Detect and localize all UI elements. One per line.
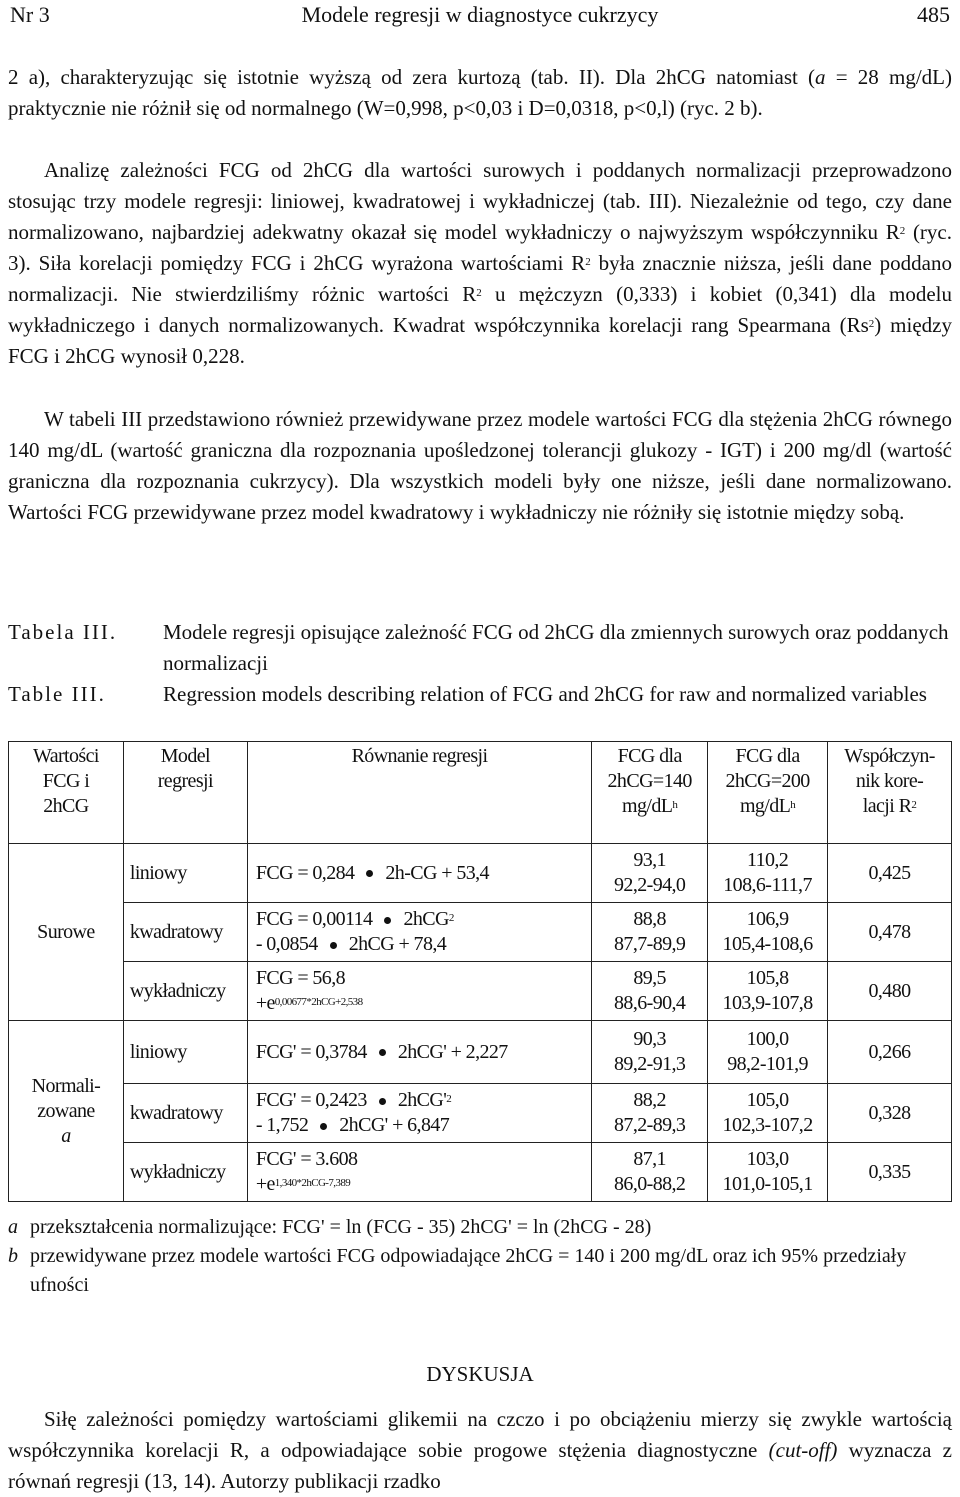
running-title: Modele regresji w diagnostyce cukrzycy	[301, 2, 659, 27]
eq-part: +e	[255, 992, 275, 1014]
p4-italic: (cut-off)	[768, 1438, 838, 1462]
header-line: 2hCG=200	[725, 770, 810, 792]
header-line: regresji	[157, 770, 213, 792]
header-line: 2hCG	[43, 795, 89, 817]
multiply-dot-icon	[379, 1049, 386, 1056]
multiply-dot-icon	[320, 1123, 327, 1130]
header-line	[710, 794, 825, 819]
exponent: 0,00677*2hCG+2,538	[274, 996, 363, 1008]
header-model	[123, 742, 247, 844]
paragraph-3: W tabeli III przedstawiono również przewidywane przez modele wartości FCG dla stężenia 2hCG równego 140 mg/dL (wartość graniczna dla rozpoznania upośledzonej tolerancji glukozy - IGT) i 200 mg/dl (wartość graniczna dla rozpoznania cukrzycy). Dla wszystkich modeli były one niższe, jeśli dane normalizowano. Wartości FCG przewidywane przez model kwadratowy i wykładniczy nie różniły się istotnie między sobą.	[8, 407, 952, 524]
value: 110,2	[746, 849, 789, 871]
eq-part: FCG = 0,284	[255, 861, 355, 884]
eq-part: 2hCG' + 2,227	[397, 1040, 508, 1063]
p2-text-5: ) między FCG i 2hCG wynosił 0,228.	[8, 313, 952, 368]
eq-part: 2hCG'	[397, 1089, 447, 1111]
header-r: lacji R	[862, 795, 912, 817]
ci: 102,3-107,2	[722, 1114, 813, 1136]
footnote-mark: h	[790, 799, 796, 811]
header-line: Model	[160, 745, 210, 767]
header-line: FCG i	[42, 770, 90, 792]
r2-cell: 0,480	[828, 962, 952, 1021]
equation-cell	[247, 844, 591, 903]
model-cell: wykładniczy	[123, 962, 247, 1021]
eq-part: 2h-CG + 53,4	[385, 861, 489, 884]
eq-part: +e	[255, 1173, 275, 1195]
ci: 87,7-89,9	[614, 933, 686, 955]
table-caption-en	[8, 679, 952, 741]
value: 89,5	[633, 967, 666, 989]
equation-cell	[247, 1143, 591, 1202]
fcg140-cell	[592, 962, 708, 1021]
group-label: Surowe	[37, 920, 95, 943]
sup-2: 2	[446, 1093, 452, 1105]
p2-text-3: była znacznie niższa, jeśli dane poddano normalizacji. Nie stwierdziliśmy różnic wartości R	[8, 251, 952, 306]
header-line: FCG dla	[617, 745, 682, 767]
multiply-dot-icon	[379, 1098, 386, 1105]
table-row	[9, 844, 952, 903]
table-row	[9, 903, 952, 962]
issue-number: Nr 3	[10, 2, 50, 27]
ci: 108,6-111,7	[723, 874, 812, 896]
model-cell: kwadratowy	[123, 1084, 247, 1143]
fcg200-cell	[708, 903, 828, 962]
p1-italic: a	[815, 65, 826, 89]
note-b	[8, 1242, 952, 1300]
sup-2: 2	[585, 256, 591, 268]
eq-line	[256, 991, 589, 1016]
fcg140-cell	[592, 1143, 708, 1202]
header-line	[830, 794, 949, 819]
ci: 103,9-107,8	[722, 992, 813, 1014]
header-line: Współczyn-	[844, 745, 935, 767]
group-raw	[9, 844, 124, 1021]
note-a	[8, 1213, 952, 1242]
section-heading: DYSKUSJA	[426, 1362, 534, 1386]
multiply-dot-icon	[384, 917, 391, 924]
ci: 92,2-94,0	[614, 874, 686, 896]
note-mark: b	[8, 1245, 18, 1267]
page-number: 485	[917, 2, 950, 27]
caption-label-en: Table III.	[8, 682, 106, 706]
eq-line: FCG = 56,8	[255, 967, 345, 989]
value: 103,0	[746, 1148, 789, 1170]
sup-2: 2	[476, 287, 482, 299]
header-line: Wartości	[33, 745, 99, 767]
page-header	[10, 0, 950, 30]
ci: 87,2-89,3	[614, 1114, 686, 1136]
p2-text-2: (ryc. 3). Siła korelacji pomiędzy FCG i 2hCG wyrażona wartościami R	[8, 220, 952, 275]
fcg200-cell	[708, 844, 828, 903]
fcg200-cell	[708, 1143, 828, 1202]
value: 105,0	[746, 1089, 789, 1111]
value: 93,1	[633, 849, 666, 871]
header-equation	[247, 742, 591, 844]
eq-part: 2hCG + 78,4	[348, 933, 447, 955]
ci: 89,2-91,3	[614, 1053, 686, 1075]
group-label: zowane	[37, 1099, 95, 1122]
value: 88,8	[633, 908, 666, 930]
eq-part: - 0,0854	[255, 933, 318, 955]
fcg200-cell	[708, 962, 828, 1021]
sup-2: 2	[868, 318, 875, 330]
eq-part: FCG' = 0,3784	[255, 1040, 367, 1063]
caption-text-en: Regression models describing relation of FCG and 2hCG for raw and normalized variables	[163, 682, 927, 706]
fcg140-cell	[592, 1084, 708, 1143]
eq-part: - 1,752	[255, 1114, 309, 1136]
header-fcg200	[708, 742, 828, 844]
model-cell: liniowy	[123, 1021, 247, 1084]
r2-cell: 0,266	[828, 1021, 952, 1084]
header-line	[594, 794, 705, 819]
header-line: nik kore-	[855, 770, 924, 792]
header-unit: mg/dL	[739, 795, 791, 817]
model-cell: wykładniczy	[123, 1143, 247, 1202]
model-cell: kwadratowy	[123, 903, 247, 962]
sup-2: 2	[911, 799, 917, 811]
eq-part: FCG' = 0,2423	[255, 1089, 367, 1111]
value: 105,8	[746, 967, 789, 989]
table-notes	[8, 1213, 952, 1300]
eq-part: 2hCG	[403, 908, 449, 930]
paragraph-2	[8, 155, 952, 372]
eq-line	[256, 907, 589, 932]
eq-line: FCG' = 3.608	[255, 1148, 358, 1170]
group-label: Normali-	[31, 1074, 101, 1097]
ci: 98,2-101,9	[727, 1053, 808, 1075]
value: 88,2	[633, 1089, 666, 1111]
r2-cell: 0,425	[828, 844, 952, 903]
table-row	[9, 1021, 952, 1084]
header-line: Równanie regresji	[351, 745, 488, 767]
ci: 86,0-88,2	[614, 1173, 686, 1195]
eq-line	[256, 1088, 589, 1113]
table-header-row	[9, 742, 952, 844]
header-fcg140	[592, 742, 708, 844]
value: 100,0	[746, 1028, 789, 1050]
r2-cell: 0,328	[828, 1084, 952, 1143]
value: 90,3	[633, 1028, 666, 1050]
header-line: FCG dla	[735, 745, 800, 767]
note-text: przewidywane przez modele wartości FCG odpowiadające 2hCG = 140 i 200 mg/dL oraz ich 95% przedziały ufności	[30, 1245, 907, 1296]
equation-cell	[247, 962, 591, 1021]
table-caption-pl	[8, 617, 952, 679]
caption-label-pl: Tabela III.	[8, 620, 118, 644]
value: 106,9	[746, 908, 789, 930]
header-values	[9, 742, 124, 844]
regression-table	[8, 741, 952, 1202]
footnote-mark: h	[672, 799, 678, 811]
table-row	[9, 1084, 952, 1143]
multiply-dot-icon	[366, 870, 373, 877]
header-unit: mg/dL	[622, 795, 673, 817]
multiply-dot-icon	[330, 942, 337, 949]
ci: 105,4-108,6	[722, 933, 813, 955]
p1-text-a: 2 a), charakteryzując się istotnie wyższą od zera kurtozą (tab. II). Dla 2hCG natomiast (	[8, 65, 816, 89]
group-normalized	[9, 1021, 124, 1202]
eq-part: 2hCG' + 6,847	[339, 1114, 450, 1136]
header-r2	[828, 742, 952, 844]
ci: 101,0-105,1	[722, 1173, 813, 1195]
fcg140-cell	[592, 1021, 708, 1084]
footnote-mark: a	[61, 1124, 71, 1147]
fcg140-cell	[592, 903, 708, 962]
eq-line	[256, 1172, 589, 1197]
paragraph-1	[8, 62, 952, 124]
caption-text-pl: Modele regresji opisujące zależność FCG od 2hCG dla zmiennych surowych oraz poddanych normalizacji	[163, 620, 949, 675]
p2-text-1: Analizę zależności FCG od 2hCG dla wartości surowych i poddanych normalizacji przeprowadzono stosując trzy modele regresji: liniowej, kwadratowej i wykładniczej (tab. III). Niezależnie od tego, czy dane normalizowano, najbardziej adekwatny okazał się model wykładniczy o najwyższym współczynniku R	[8, 158, 952, 244]
eq-line	[256, 932, 589, 957]
r2-cell: 0,335	[828, 1143, 952, 1202]
sup-2: 2	[899, 225, 906, 237]
equation-cell	[247, 1021, 591, 1084]
header-line: 2hCG=140	[607, 770, 692, 792]
note-text: przekształcenia normalizujące: FCG' = ln (FCG - 35) 2hCG' = ln (2hCG - 28)	[30, 1216, 652, 1238]
fcg140-cell	[592, 844, 708, 903]
paragraph-4	[8, 1404, 952, 1497]
eq-part: FCG = 0,00114	[255, 908, 373, 930]
p4-text-b: wyznacza z równań regresji (13, 14). Autorzy publikacji rzadko	[8, 1438, 952, 1493]
equation-cell	[247, 1084, 591, 1143]
table-row	[9, 962, 952, 1021]
equation-cell	[247, 903, 591, 962]
p4-text-a: Siłę zależności pomiędzy wartościami glikemii na czczo i po obciążeniu mierzy się zwykle wartością współczynnika korelacji R, a odpowiadające sobie progowe stężenia diagnostyczne	[8, 1407, 952, 1462]
sup-2: 2	[448, 912, 454, 924]
value: 87,1	[633, 1148, 666, 1170]
p1-text-b: = 28 mg/dL) praktycznie nie różnił się od normalnego (W=0,998, p<0,03 i D=0,0318, p<0,l) (ryc. 2 b).	[8, 65, 952, 120]
fcg200-cell	[708, 1084, 828, 1143]
r2-cell: 0,478	[828, 903, 952, 962]
table-row	[9, 1143, 952, 1202]
eq-line	[256, 1113, 589, 1138]
p2-text-4: u mężczyzn (0,333) i kobiet (0,341) dla modelu wykładniczego i danych normalizowanych. Kwadrat współczynnika korelacji rang Spearmana (Rs	[8, 282, 952, 337]
note-mark: a	[8, 1216, 18, 1238]
ci: 88,6-90,4	[614, 992, 686, 1014]
model-cell: liniowy	[123, 844, 247, 903]
exponent: 1,340*2hCG-7,389	[274, 1177, 351, 1189]
fcg200-cell	[708, 1021, 828, 1084]
